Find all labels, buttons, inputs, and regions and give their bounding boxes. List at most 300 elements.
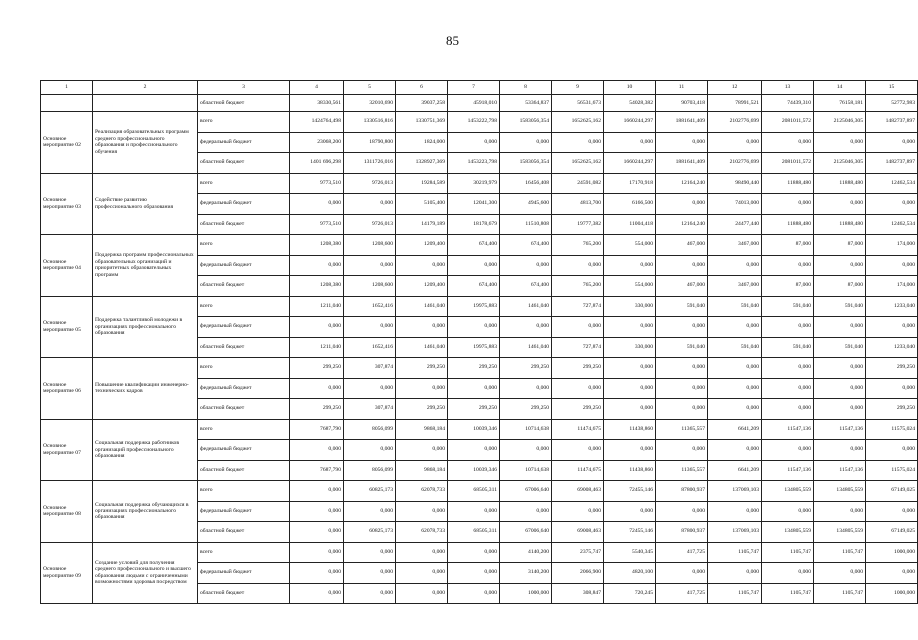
amount-cell: 0,000 <box>448 563 500 584</box>
amount-cell: 0,000 <box>552 440 604 461</box>
amount-cell: 0,000 <box>552 378 604 399</box>
amount-cell: 330,000 <box>604 337 656 358</box>
amount-cell: 765,200 <box>552 235 604 256</box>
amount-cell: 0,000 <box>396 378 448 399</box>
amount-cell: 0,000 <box>762 132 814 153</box>
amount-cell: 727,874 <box>552 296 604 317</box>
amount-cell: 0,000 <box>814 317 866 338</box>
column-number-header: 12 <box>708 81 762 95</box>
amount-cell: 299,250 <box>500 358 552 379</box>
amount-cell: 11365,557 <box>656 460 708 481</box>
amount-cell: 0,000 <box>814 399 866 420</box>
amount-cell: 62078,733 <box>396 522 448 543</box>
amount-cell: 2125046,305 <box>814 112 866 133</box>
amount-cell: 0,000 <box>448 132 500 153</box>
amount-cell: 6641,209 <box>708 419 762 440</box>
amount-cell: 0,000 <box>656 501 708 522</box>
amount-cell: 0,000 <box>762 440 814 461</box>
amount-cell: 591,040 <box>814 296 866 317</box>
amount-cell: 1105,747 <box>708 542 762 563</box>
amount-cell: 467,000 <box>656 235 708 256</box>
amount-cell: 87,000 <box>762 276 814 297</box>
amount-cell: 1660244,297 <box>604 153 656 174</box>
amount-cell: 0,000 <box>708 317 762 338</box>
measure-name-cell: Основное мероприятие 04 <box>41 235 93 297</box>
amount-cell: 11365,557 <box>656 419 708 440</box>
amount-cell: 18790,800 <box>344 132 396 153</box>
amount-cell: 72455,146 <box>604 481 656 502</box>
amount-cell: 1583056,354 <box>500 112 552 133</box>
amount-cell: 1208,600 <box>344 235 396 256</box>
amount-cell: 10714,638 <box>500 419 552 440</box>
amount-cell: 0,000 <box>866 378 918 399</box>
amount-cell: 0,000 <box>290 542 344 563</box>
amount-cell: 11888,480 <box>814 214 866 235</box>
amount-cell: 11547,136 <box>814 460 866 481</box>
amount-cell: 0,000 <box>814 358 866 379</box>
measure-name-cell: Основное мероприятие 06 <box>41 358 93 420</box>
amount-cell: 9726,013 <box>344 214 396 235</box>
amount-cell: 12164,240 <box>656 173 708 194</box>
amount-cell: 54028,382 <box>604 95 656 112</box>
amount-cell: 0,000 <box>552 317 604 338</box>
funding-source-cell: федеральный бюджет <box>198 563 290 584</box>
amount-cell: 87,000 <box>814 235 866 256</box>
amount-cell: 10039,346 <box>448 419 500 440</box>
amount-cell: 1461,040 <box>500 296 552 317</box>
amount-cell: 1453223,798 <box>448 153 500 174</box>
amount-cell: 11438,860 <box>604 460 656 481</box>
amount-cell: 0,000 <box>656 358 708 379</box>
page-number: 85 <box>446 33 459 48</box>
amount-cell: 1105,747 <box>708 583 762 604</box>
amount-cell: 299,250 <box>448 358 500 379</box>
table-row <box>41 542 918 563</box>
amount-cell: 0,000 <box>448 440 500 461</box>
amount-cell: 591,040 <box>656 337 708 358</box>
amount-cell: 0,000 <box>866 440 918 461</box>
amount-cell: 0,000 <box>396 501 448 522</box>
column-number-header: 5 <box>344 81 396 95</box>
amount-cell: 0,000 <box>552 132 604 153</box>
amount-cell: 591,040 <box>656 296 708 317</box>
funding-source-cell: областной бюджет <box>198 95 290 112</box>
amount-cell: 0,000 <box>656 255 708 276</box>
amount-cell: 1652,416 <box>344 337 396 358</box>
amount-cell: 3467,000 <box>708 235 762 256</box>
amount-cell: 554,000 <box>604 235 656 256</box>
amount-cell: 1652,416 <box>344 296 396 317</box>
amount-cell: 12041,300 <box>448 194 500 215</box>
column-number-header: 1 <box>41 81 93 95</box>
amount-cell: 11575,024 <box>866 419 918 440</box>
amount-cell: 1211,040 <box>290 296 344 317</box>
amount-cell: 299,250 <box>396 358 448 379</box>
amount-cell: 0,000 <box>396 317 448 338</box>
amount-cell: 67006,640 <box>500 522 552 543</box>
amount-cell: 299,250 <box>866 399 918 420</box>
amount-cell: 299,250 <box>866 358 918 379</box>
amount-cell: 4820,100 <box>604 563 656 584</box>
amount-cell: 0,000 <box>866 501 918 522</box>
amount-cell: 134805,559 <box>814 522 866 543</box>
funding-source-cell: областной бюджет <box>198 583 290 604</box>
amount-cell: 1424764,498 <box>290 112 344 133</box>
amount-cell: 0,000 <box>866 194 918 215</box>
amount-cell: 1000,000 <box>866 583 918 604</box>
amount-cell: 0,000 <box>344 440 396 461</box>
amount-cell: 0,000 <box>448 583 500 604</box>
amount-cell: 134805,559 <box>814 481 866 502</box>
amount-cell: 11888,480 <box>814 173 866 194</box>
funding-source-cell: всего <box>198 112 290 133</box>
measure-description-cell: Реализация образовательных программ среднего профессионального образования и профессионального обучения <box>93 112 198 174</box>
amount-cell: 137069,103 <box>708 522 762 543</box>
amount-cell: 1330751,369 <box>396 112 448 133</box>
measure-name-cell: Основное мероприятие 03 <box>41 173 93 235</box>
budget-table <box>40 80 918 604</box>
amount-cell: 299,250 <box>552 399 604 420</box>
amount-cell: 720,245 <box>604 583 656 604</box>
amount-cell: 53364,837 <box>500 95 552 112</box>
amount-cell: 1000,000 <box>866 542 918 563</box>
amount-cell: 1824,000 <box>396 132 448 153</box>
amount-cell: 0,000 <box>814 194 866 215</box>
amount-cell: 11510,808 <box>500 214 552 235</box>
amount-cell: 10714,638 <box>500 460 552 481</box>
funding-source-cell: областной бюджет <box>198 460 290 481</box>
measure-name-cell: Основное мероприятие 07 <box>41 419 93 481</box>
amount-cell: 1482737,897 <box>866 112 918 133</box>
funding-source-cell: всего <box>198 358 290 379</box>
amount-cell: 0,000 <box>708 378 762 399</box>
funding-source-cell: областной бюджет <box>198 522 290 543</box>
amount-cell: 0,000 <box>396 583 448 604</box>
amount-cell: 0,000 <box>656 194 708 215</box>
amount-cell: 1652625,162 <box>552 153 604 174</box>
table-body <box>41 81 918 604</box>
funding-source-cell: федеральный бюджет <box>198 378 290 399</box>
amount-cell: 2125046,305 <box>814 153 866 174</box>
amount-cell: 19975,883 <box>448 337 500 358</box>
funding-source-cell: всего <box>198 173 290 194</box>
funding-source-cell: всего <box>198 235 290 256</box>
amount-cell: 1583056,354 <box>500 153 552 174</box>
amount-cell: 30219,979 <box>448 173 500 194</box>
amount-cell: 1208,600 <box>344 276 396 297</box>
amount-cell: 38330,561 <box>290 95 344 112</box>
amount-cell: 12164,240 <box>656 214 708 235</box>
amount-cell: 1105,747 <box>814 583 866 604</box>
amount-cell: 0,000 <box>344 194 396 215</box>
amount-cell: 0,000 <box>290 522 344 543</box>
amount-cell: 87800,937 <box>656 481 708 502</box>
measure-description-cell: Повышение квалификации инженерно- технических кадров <box>93 358 198 420</box>
amount-cell: 0,000 <box>344 317 396 338</box>
amount-cell: 674,400 <box>500 276 552 297</box>
amount-cell: 330,000 <box>604 296 656 317</box>
funding-source-cell: федеральный бюджет <box>198 194 290 215</box>
amount-cell: 591,040 <box>762 337 814 358</box>
amount-cell: 0,000 <box>814 440 866 461</box>
amount-cell: 0,000 <box>708 132 762 153</box>
amount-cell: 0,000 <box>448 317 500 338</box>
amount-cell: 1328927,369 <box>396 153 448 174</box>
amount-cell: 11888,480 <box>762 214 814 235</box>
measure-description-cell: Создание условий для получения среднего профессионального и высшего образования людьми с ограниченными возможностями здоровья посредством <box>93 542 198 604</box>
amount-cell: 0,000 <box>656 132 708 153</box>
amount-cell: 12462,534 <box>866 173 918 194</box>
amount-cell: 0,000 <box>708 563 762 584</box>
amount-cell: 74013,000 <box>708 194 762 215</box>
amount-cell: 16456,408 <box>500 173 552 194</box>
amount-cell: 1660244,297 <box>604 112 656 133</box>
amount-cell: 0,000 <box>604 317 656 338</box>
measure-name-cell: Основное мероприятие 05 <box>41 296 93 358</box>
amount-cell: 0,000 <box>344 563 396 584</box>
amount-cell: 0,000 <box>604 501 656 522</box>
amount-cell: 417,725 <box>656 583 708 604</box>
amount-cell: 1233,040 <box>866 296 918 317</box>
amount-cell: 0,000 <box>290 501 344 522</box>
column-number-header: 3 <box>198 81 290 95</box>
amount-cell: 1453222,798 <box>448 112 500 133</box>
amount-cell: 0,000 <box>290 440 344 461</box>
amount-cell: 11547,136 <box>762 460 814 481</box>
amount-cell: 554,000 <box>604 276 656 297</box>
amount-cell: 3467,000 <box>708 276 762 297</box>
amount-cell: 0,000 <box>656 440 708 461</box>
amount-cell: 0,000 <box>814 132 866 153</box>
column-number-header: 4 <box>290 81 344 95</box>
column-number-header: 11 <box>656 81 708 95</box>
funding-source-cell: областной бюджет <box>198 337 290 358</box>
amount-cell: 45918,010 <box>448 95 500 112</box>
amount-cell: 2081011,572 <box>762 112 814 133</box>
amount-cell: 98490,440 <box>708 173 762 194</box>
amount-cell: 11547,136 <box>762 419 814 440</box>
funding-source-cell: всего <box>198 542 290 563</box>
table-row <box>41 112 918 133</box>
amount-cell: 1482737,897 <box>866 153 918 174</box>
amount-cell: 0,000 <box>396 255 448 276</box>
funding-source-cell: всего <box>198 296 290 317</box>
amount-cell: 68505,311 <box>448 481 500 502</box>
amount-cell: 56531,673 <box>552 95 604 112</box>
empty-cell <box>41 95 93 112</box>
amount-cell: 0,000 <box>866 132 918 153</box>
amount-cell: 0,000 <box>814 501 866 522</box>
amount-cell: 0,000 <box>290 255 344 276</box>
amount-cell: 0,000 <box>604 255 656 276</box>
amount-cell: 9726,013 <box>344 173 396 194</box>
amount-cell: 18178,679 <box>448 214 500 235</box>
amount-cell: 0,000 <box>604 132 656 153</box>
amount-cell: 174,000 <box>866 235 918 256</box>
amount-cell: 7687,790 <box>290 419 344 440</box>
amount-cell: 0,000 <box>396 563 448 584</box>
amount-cell: 67149,025 <box>866 522 918 543</box>
amount-cell: 0,000 <box>762 194 814 215</box>
column-number-header: 2 <box>93 81 198 95</box>
amount-cell: 19284,589 <box>396 173 448 194</box>
amount-cell: 6641,209 <box>708 460 762 481</box>
amount-cell: 11438,860 <box>604 419 656 440</box>
amount-cell: 0,000 <box>448 542 500 563</box>
amount-cell: 9868,184 <box>396 419 448 440</box>
amount-cell: 1105,747 <box>762 542 814 563</box>
amount-cell: 0,000 <box>500 255 552 276</box>
amount-cell: 467,000 <box>656 276 708 297</box>
amount-cell: 0,000 <box>344 255 396 276</box>
amount-cell: 0,000 <box>604 399 656 420</box>
amount-cell: 1208,380 <box>290 276 344 297</box>
amount-cell: 1000,000 <box>500 583 552 604</box>
amount-cell: 24591,082 <box>552 173 604 194</box>
amount-cell: 87,000 <box>814 276 866 297</box>
amount-cell: 0,000 <box>500 378 552 399</box>
amount-cell: 32010,690 <box>344 95 396 112</box>
amount-cell: 9773,510 <box>290 214 344 235</box>
amount-cell: 0,000 <box>656 563 708 584</box>
funding-source-cell: всего <box>198 481 290 502</box>
amount-cell: 17170,918 <box>604 173 656 194</box>
amount-cell: 2102776,699 <box>708 153 762 174</box>
amount-cell: 1208,380 <box>290 235 344 256</box>
amount-cell: 0,000 <box>708 358 762 379</box>
amount-cell: 1461,040 <box>396 296 448 317</box>
amount-cell: 0,000 <box>866 563 918 584</box>
amount-cell: 0,000 <box>552 501 604 522</box>
amount-cell: 0,000 <box>762 255 814 276</box>
amount-cell: 727,874 <box>552 337 604 358</box>
amount-cell: 0,000 <box>762 399 814 420</box>
amount-cell: 5105,400 <box>396 194 448 215</box>
column-number-header: 7 <box>448 81 500 95</box>
amount-cell: 0,000 <box>290 378 344 399</box>
amount-cell: 1330516,816 <box>344 112 396 133</box>
table-row <box>41 296 918 317</box>
amount-cell: 24477,440 <box>708 214 762 235</box>
amount-cell: 0,000 <box>290 563 344 584</box>
amount-cell: 0,000 <box>708 255 762 276</box>
amount-cell: 674,400 <box>448 235 500 256</box>
amount-cell: 8056,099 <box>344 460 396 481</box>
amount-cell: 12462,534 <box>866 214 918 235</box>
amount-cell: 0,000 <box>656 378 708 399</box>
amount-cell: 19777,382 <box>552 214 604 235</box>
funding-source-cell: федеральный бюджет <box>198 317 290 338</box>
amount-cell: 60825,173 <box>344 522 396 543</box>
amount-cell: 19975,883 <box>448 296 500 317</box>
amount-cell: 11547,136 <box>814 419 866 440</box>
amount-cell: 0,000 <box>762 563 814 584</box>
amount-cell: 0,000 <box>656 399 708 420</box>
amount-cell: 0,000 <box>814 563 866 584</box>
amount-cell: 0,000 <box>290 194 344 215</box>
amount-cell: 8056,099 <box>344 419 396 440</box>
amount-cell: 0,000 <box>708 501 762 522</box>
amount-cell: 3140,200 <box>500 563 552 584</box>
amount-cell: 4140,200 <box>500 542 552 563</box>
amount-cell: 0,000 <box>762 358 814 379</box>
amount-cell: 0,000 <box>866 317 918 338</box>
amount-cell: 9868,184 <box>396 460 448 481</box>
amount-cell: 10039,346 <box>448 460 500 481</box>
amount-cell: 5540,345 <box>604 542 656 563</box>
empty-cell <box>93 95 198 112</box>
amount-cell: 74439,310 <box>762 95 814 112</box>
table-row <box>41 358 918 379</box>
amount-cell: 299,250 <box>290 358 344 379</box>
funding-source-cell: областной бюджет <box>198 276 290 297</box>
measure-name-cell: Основное мероприятие 02 <box>41 112 93 174</box>
amount-cell: 591,040 <box>708 296 762 317</box>
amount-cell: 52772,983 <box>866 95 918 112</box>
amount-cell: 39037,258 <box>396 95 448 112</box>
amount-cell: 2102776,699 <box>708 112 762 133</box>
amount-cell: 72455,146 <box>604 522 656 543</box>
amount-cell: 0,000 <box>448 255 500 276</box>
measure-name-cell: Основное мероприятие 09 <box>41 542 93 604</box>
measure-name-cell: Основное мероприятие 08 <box>41 481 93 543</box>
amount-cell: 0,000 <box>396 440 448 461</box>
amount-cell: 14179,189 <box>396 214 448 235</box>
amount-cell: 1105,747 <box>814 542 866 563</box>
amount-cell: 11575,024 <box>866 460 918 481</box>
amount-cell: 1401 696,298 <box>290 153 344 174</box>
amount-cell: 6166,500 <box>604 194 656 215</box>
amount-cell: 67006,640 <box>500 481 552 502</box>
amount-cell: 2081011,572 <box>762 153 814 174</box>
amount-cell: 4945,600 <box>500 194 552 215</box>
amount-cell: 1461,040 <box>500 337 552 358</box>
measure-description-cell: Поддержка талантливой молодежи в организациях профессионального образования <box>93 296 198 358</box>
amount-cell: 299,250 <box>396 399 448 420</box>
amount-cell: 307,874 <box>344 399 396 420</box>
measure-description-cell: Социальная поддержка работников организаций профессионального образования <box>93 419 198 481</box>
amount-cell: 11004,418 <box>604 214 656 235</box>
amount-cell: 0,000 <box>604 440 656 461</box>
table-row <box>41 481 918 502</box>
amount-cell: 299,250 <box>552 358 604 379</box>
amount-cell: 299,250 <box>290 399 344 420</box>
amount-cell: 1211,040 <box>290 337 344 358</box>
amount-cell: 0,000 <box>814 255 866 276</box>
amount-cell: 68505,311 <box>448 522 500 543</box>
amount-cell: 0,000 <box>344 583 396 604</box>
amount-cell: 308,847 <box>552 583 604 604</box>
amount-cell: 0,000 <box>762 317 814 338</box>
amount-cell: 87800,937 <box>656 522 708 543</box>
column-number-header: 10 <box>604 81 656 95</box>
amount-cell: 11474,675 <box>552 419 604 440</box>
column-number-header: 8 <box>500 81 552 95</box>
amount-cell: 1881641,409 <box>656 153 708 174</box>
amount-cell: 0,000 <box>448 501 500 522</box>
amount-cell: 1209,400 <box>396 235 448 256</box>
amount-cell: 0,000 <box>708 440 762 461</box>
amount-cell: 0,000 <box>656 317 708 338</box>
amount-cell: 0,000 <box>290 481 344 502</box>
amount-cell: 11474,675 <box>552 460 604 481</box>
amount-cell: 1311726,016 <box>344 153 396 174</box>
amount-cell: 0,000 <box>552 255 604 276</box>
amount-cell: 2066,900 <box>552 563 604 584</box>
table-row <box>41 419 918 440</box>
column-number-header: 6 <box>396 81 448 95</box>
table-row <box>41 95 918 112</box>
